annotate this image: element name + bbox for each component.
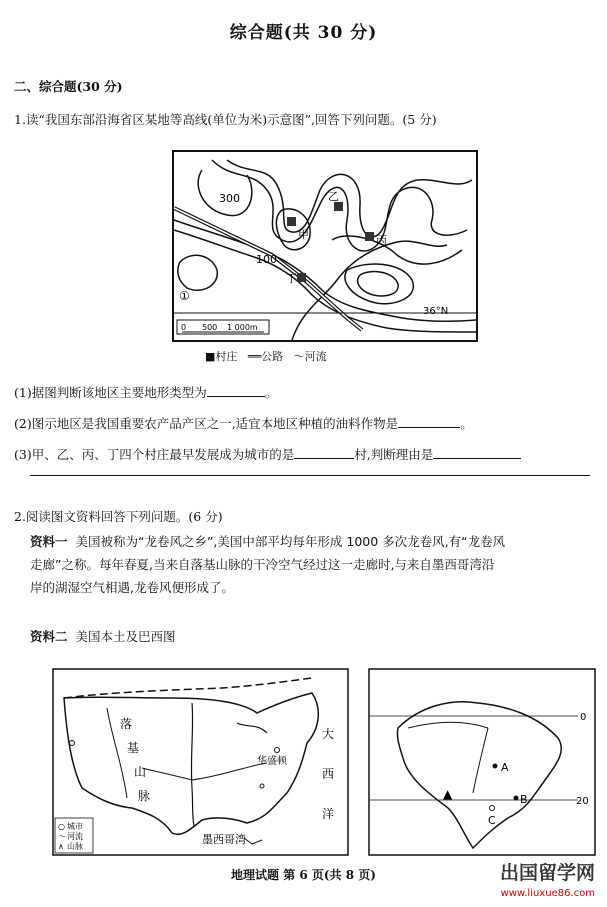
rocky-char-4: 脉 bbox=[138, 789, 151, 803]
material-1-label: 资料一 bbox=[30, 534, 68, 549]
village-yi: 乙 bbox=[328, 190, 339, 203]
scale-bar bbox=[177, 320, 269, 334]
river-icon: 〜 bbox=[293, 350, 305, 363]
usa-map bbox=[52, 668, 349, 856]
q1-2-end: 。 bbox=[460, 416, 473, 431]
rocky-char-3: 山 bbox=[134, 765, 147, 779]
usa-legend bbox=[55, 818, 93, 853]
q1-3-mid: 村,判断理由是 bbox=[354, 447, 434, 462]
legend-city: 城市 bbox=[67, 822, 83, 831]
scale-1000: 1 000m bbox=[227, 323, 258, 332]
ocean-char-2: 西 bbox=[322, 767, 335, 781]
scale-0: 0 bbox=[181, 323, 187, 332]
watermark-name: 出国留学网 bbox=[499, 862, 595, 884]
question-1-1 bbox=[14, 383, 277, 401]
watermark-url: www.liuxue86.com bbox=[500, 888, 595, 899]
legend-mountain-icon: ∧ bbox=[58, 842, 64, 851]
page-title: 综合题(共 30 分) bbox=[229, 23, 378, 43]
page-footer: 地理试题 第 6 页(共 8 页) bbox=[231, 868, 376, 882]
brazil-map bbox=[368, 668, 596, 856]
contour-label-300: 300 bbox=[219, 192, 240, 205]
material-1-line-1: 美国被称为“龙卷风之乡”,美国中部平均每年形成 1000 多次龙卷风,有“龙卷风 bbox=[75, 534, 506, 549]
answer-blank-3c[interactable] bbox=[30, 475, 590, 476]
material-2-label: 资料二 bbox=[30, 629, 68, 644]
village-icon: ■ bbox=[205, 350, 216, 363]
material-1-line-2: 走廊”之称。每年春夏,当来自落基山脉的干冷空气经过这一走廊时,与来自墨西哥湾沿 bbox=[30, 557, 495, 572]
q1-3-text: (3)甲、乙、丙、丁四个村庄最早发展成为城市的是 bbox=[14, 447, 295, 462]
legend-river-icon: 〜 bbox=[58, 832, 66, 841]
village-jia: 甲 bbox=[298, 228, 309, 241]
latitude-0: 0 bbox=[580, 712, 587, 723]
legend-mountain: 山脉 bbox=[67, 842, 83, 851]
section-heading: 二、综合题(30 分) bbox=[14, 79, 123, 94]
point-c: C bbox=[488, 814, 496, 827]
latitude-20: 20 bbox=[576, 796, 589, 807]
question-1-stem: 1.读“我国东部沿海省区某地等高线(单位为米)示意图”,回答下列问题。(5 分) bbox=[14, 112, 437, 127]
rocky-char-2: 基 bbox=[127, 741, 140, 755]
material-2-text: 美国本土及巴西图 bbox=[75, 629, 176, 644]
road-icon: ══ bbox=[247, 350, 262, 363]
answer-blank-1[interactable] bbox=[207, 384, 265, 397]
map-legend bbox=[205, 348, 327, 364]
q1-1-text: (1)据图判断该地区主要地形类型为 bbox=[14, 385, 207, 400]
question-1-2 bbox=[14, 414, 473, 432]
legend-village: 村庄 bbox=[215, 350, 238, 363]
material-2 bbox=[30, 625, 590, 648]
answer-blank-3a[interactable] bbox=[294, 446, 354, 459]
answer-blank-3b[interactable] bbox=[433, 446, 521, 459]
legend-city-icon: ○ bbox=[58, 822, 65, 831]
contour-label-100: 100 bbox=[256, 253, 277, 266]
material-1-line-3: 岸的湖湿空气相遇,龙卷风便形成了。 bbox=[30, 580, 234, 595]
label-washington: 华盛顿 bbox=[257, 756, 287, 767]
material-1 bbox=[30, 530, 590, 599]
village-bing: 丙 bbox=[376, 234, 387, 247]
latitude-label: 36°N bbox=[423, 306, 449, 317]
ocean-char-3: 洋 bbox=[322, 807, 335, 821]
village-ding: 丁 bbox=[286, 272, 297, 285]
question-1-3 bbox=[14, 445, 521, 463]
scale-500: 500 bbox=[202, 323, 218, 332]
legend-road: 公路 bbox=[261, 350, 284, 363]
ocean-char-1: 大 bbox=[322, 727, 335, 741]
location-marker: ① bbox=[179, 289, 190, 303]
point-a: A bbox=[501, 761, 509, 774]
q1-2-text: (2)图示地区是我国重要农产品产区之一,适宜本地区种植的油料作物是 bbox=[14, 416, 399, 431]
legend-river-us: 河流 bbox=[67, 832, 83, 841]
contour-map bbox=[172, 150, 478, 342]
rocky-char-1: 落 bbox=[120, 717, 133, 731]
point-b: B bbox=[520, 793, 528, 806]
answer-blank-2[interactable] bbox=[398, 415, 460, 428]
q1-1-end: 。 bbox=[264, 385, 278, 400]
mountain-icon: ▲ bbox=[443, 787, 453, 801]
legend-river: 河流 bbox=[304, 350, 327, 363]
label-gulf: 墨西哥湾 bbox=[202, 833, 246, 846]
question-2-stem: 2.阅读图文资料回答下列问题。(6 分) bbox=[14, 509, 223, 524]
